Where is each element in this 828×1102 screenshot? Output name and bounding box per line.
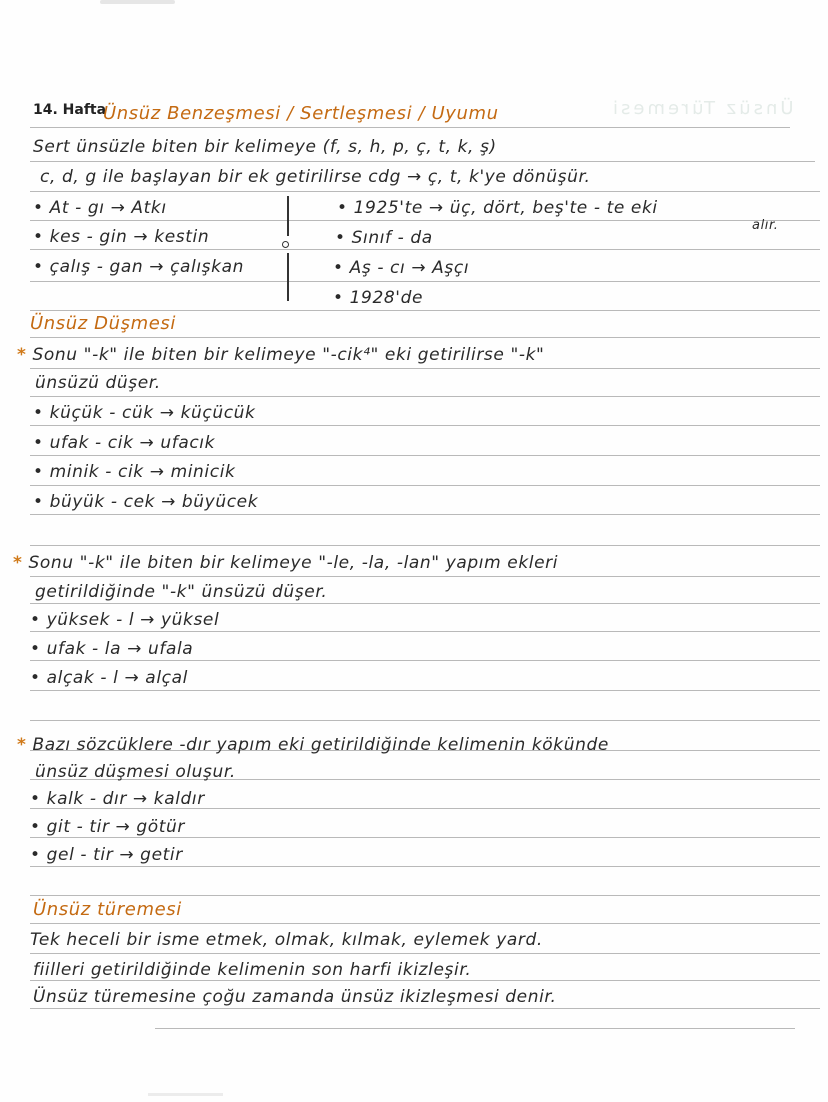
ruled-line bbox=[30, 368, 820, 369]
column-divider bbox=[287, 253, 289, 301]
example-item: • Aş - cı → Aşçı bbox=[333, 258, 470, 278]
ruled-line bbox=[30, 923, 820, 924]
ruled-line bbox=[30, 249, 820, 250]
ruled-line bbox=[30, 161, 815, 162]
rule-3-line-1 bbox=[17, 735, 609, 755]
example-item: • çalış - gan → çalışkan bbox=[33, 257, 244, 277]
ruled-line bbox=[30, 425, 820, 426]
ruled-line bbox=[30, 953, 820, 954]
ruled-line bbox=[30, 1008, 820, 1009]
ruled-line bbox=[30, 545, 820, 546]
example-item: • git - tir → götür bbox=[30, 817, 186, 837]
rule-text-line: ünsüzü düşer. bbox=[35, 373, 161, 393]
column-divider bbox=[287, 196, 289, 236]
week-label: 14. Hafta bbox=[33, 102, 107, 118]
ruled-line bbox=[30, 281, 820, 282]
ruled-line bbox=[30, 660, 820, 661]
example-item: • 1925'te → üç, dört, beş'te - te eki bbox=[337, 198, 658, 218]
rule-text-line: ünsüz düşmesi oluşur. bbox=[35, 762, 236, 782]
rule-text-line: Tek heceli bir isme etmek, olmak, kılmak, eylemek yard. bbox=[30, 930, 543, 950]
example-item: • küçük - cük → küçücük bbox=[33, 403, 256, 423]
star-bullet-icon: * bbox=[17, 735, 27, 755]
example-item: • yüksek - l → yüksel bbox=[30, 610, 220, 630]
example-item: • kalk - dır → kaldır bbox=[30, 789, 205, 809]
divider-dot bbox=[282, 241, 289, 248]
ruled-line bbox=[30, 690, 820, 691]
section-title-tureme: Ünsüz türemesi bbox=[33, 899, 182, 920]
section-title-dusme: Ünsüz Düşmesi bbox=[30, 313, 176, 334]
ruled-line bbox=[30, 220, 820, 221]
rule-text: Sonu "-k" ile biten bir kelimeye "-cik⁴" eki getirilirse "-k" bbox=[32, 345, 545, 365]
star-bullet-icon: * bbox=[13, 553, 23, 573]
example-item: • alçak - l → alçal bbox=[30, 668, 188, 688]
rule-text-line: Ünsüz türemesine çoğu zamanda ünsüz ikizleşmesi denir. bbox=[33, 987, 557, 1007]
example-item: • At - gı → Atkı bbox=[33, 198, 167, 218]
ruled-line bbox=[30, 310, 820, 311]
star-bullet-icon: * bbox=[17, 345, 27, 365]
example-item: • ufak - cik → ufacık bbox=[33, 433, 216, 453]
ruled-line bbox=[30, 514, 820, 515]
scan-artifact-bottom bbox=[148, 1093, 223, 1096]
ruled-line bbox=[30, 191, 820, 192]
ruled-line bbox=[30, 837, 820, 838]
ruled-line bbox=[30, 485, 820, 486]
ruled-line bbox=[30, 720, 820, 721]
ruled-line bbox=[30, 631, 820, 632]
example-item: • büyük - cek → büyücek bbox=[33, 492, 259, 512]
ruled-line bbox=[30, 455, 820, 456]
scan-artifact-top bbox=[100, 0, 175, 4]
ruled-line bbox=[30, 895, 820, 896]
example-item: • ufak - la → ufala bbox=[30, 639, 194, 659]
ruled-line bbox=[30, 866, 820, 867]
ruled-line bbox=[30, 603, 820, 604]
rule-text-line: c, d, g ile başlayan bir ek getirilirse cdg → ç, t, k'ye dönüşür. bbox=[40, 167, 591, 187]
rule-text: Bazı sözcüklere -dır yapım eki getirildiğinde kelimenin kökünde bbox=[32, 735, 609, 755]
rule-text-line: getirildiğinde "-k" ünsüzü düşer. bbox=[35, 582, 328, 602]
rule-text-line: fiilleri getirildiğinde kelimenin son harfi ikizleşir. bbox=[33, 960, 472, 980]
rule-2-line-1 bbox=[13, 553, 558, 573]
ruled-line bbox=[30, 337, 820, 338]
section-title-benzesme: Ünsüz Benzeşmesi / Sertleşmesi / Uyumu bbox=[103, 103, 499, 124]
rule-1-line-1 bbox=[17, 345, 544, 365]
example-note: alır. bbox=[752, 218, 779, 233]
rule-text: Sonu "-k" ile biten bir kelimeye "-le, -la, -lan" yapım ekleri bbox=[28, 553, 559, 573]
ruled-line bbox=[30, 576, 820, 577]
bleed-through-text: Ünsüz Türemesi bbox=[610, 98, 794, 119]
example-item: • 1928'de bbox=[333, 288, 424, 308]
example-item: • gel - tir → getir bbox=[30, 845, 183, 865]
rule-text-line: Sert ünsüzle biten bir kelimeye (f, s, h, p, ç, t, k, ş) bbox=[33, 137, 497, 157]
ruled-line bbox=[30, 396, 820, 397]
example-item: • Sınıf - da bbox=[335, 228, 433, 248]
example-item: • kes - gin → kestin bbox=[33, 227, 210, 247]
example-item: • minik - cik → minicik bbox=[33, 462, 236, 482]
ruled-line bbox=[30, 127, 790, 128]
ruled-line bbox=[155, 1028, 795, 1029]
ruled-line bbox=[30, 980, 820, 981]
